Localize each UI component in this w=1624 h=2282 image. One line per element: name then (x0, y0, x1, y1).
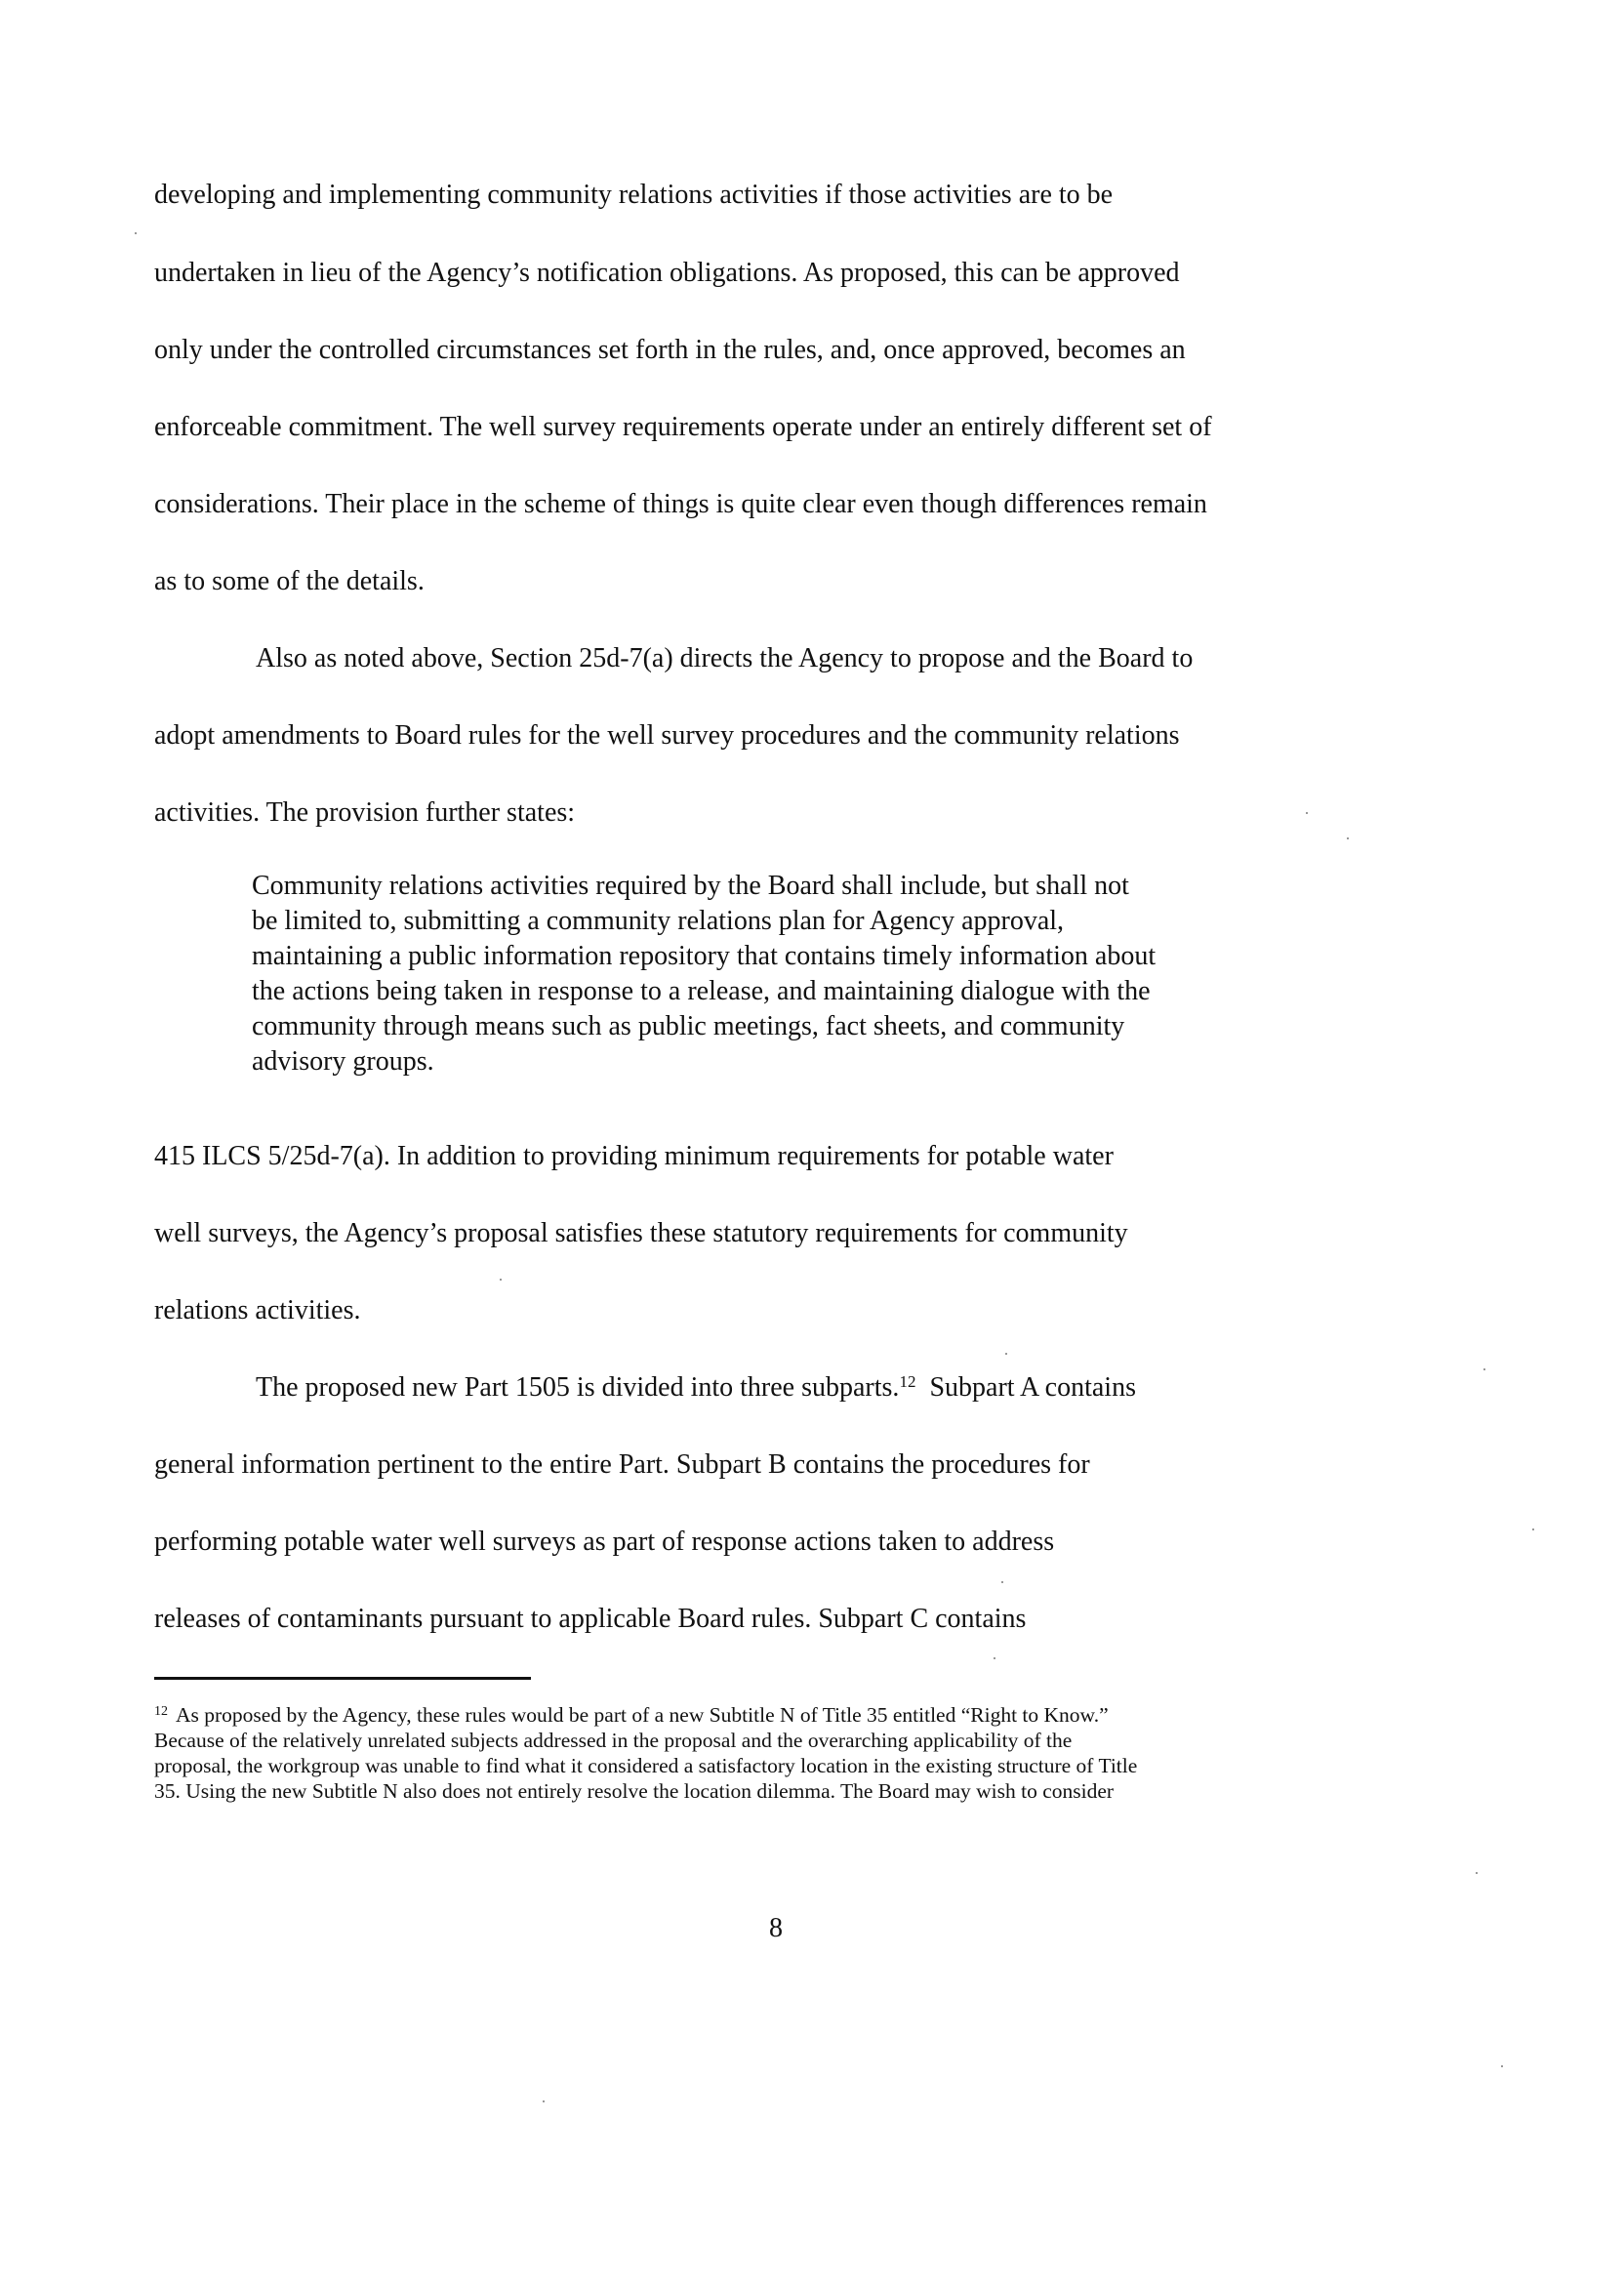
quote-line: community through means such as public meetings, fact sheets, and community (252, 1011, 1125, 1041)
block-quote (252, 869, 1384, 1080)
scan-speck (1476, 1872, 1478, 1874)
scan-speck (500, 1279, 502, 1281)
quote-line: Community relations activities required by the Board shall include, but shall not (252, 871, 1129, 901)
footnote-line: proposal, the workgroup was unable to find what it considered a satisfactory location in the existing structure of Title (154, 1754, 1138, 1777)
body-line (256, 1372, 1136, 1404)
body-line: as to some of the details. (154, 566, 425, 596)
body-line: enforceable commitment. The well survey requirements operate under an entirely different set of (154, 412, 1212, 442)
quote-line: the actions being taken in response to a release, and maintaining dialogue with the (252, 976, 1151, 1006)
footnote-text: As proposed by the Agency, these rules would be part of a new Subtitle N of Title 35 entitled “Right to Know.” (176, 1703, 1109, 1727)
scan-speck (1347, 837, 1349, 839)
body-line: developing and implementing community relations activities if those activities are to be (154, 180, 1114, 210)
quote-line: maintaining a public information repository that contains timely information about (252, 941, 1157, 971)
footnote-line: Because of the relatively unrelated subjects addressed in the proposal and the overarching applicability of the (154, 1729, 1073, 1752)
scan-speck (135, 232, 137, 234)
scan-speck (1501, 2065, 1503, 2067)
scan-speck (1005, 1353, 1007, 1355)
footnote-line (154, 1702, 1423, 1728)
body-line: general information pertinent to the entire Part. Subpart B contains the procedures for (154, 1449, 1090, 1480)
page-number: 8 (769, 1913, 783, 1943)
footnote-reference[interactable]: 12 (899, 1372, 916, 1391)
scan-speck (1001, 1581, 1003, 1583)
body-line: performing potable water well surveys as part of response actions taken to address (154, 1527, 1055, 1557)
footnote-separator (154, 1677, 531, 1680)
body-line: relations activities. (154, 1295, 361, 1325)
body-line: considerations. Their place in the scheme of things is quite clear even though differences remain (154, 489, 1207, 519)
footnote (154, 1702, 1423, 1804)
sentence-text: The proposed new Part 1505 is divided into three subparts. (256, 1372, 900, 1403)
footnote-line: 35. Using the new Subtitle N also does not entirely resolve the location dilemma. The Board may wish to consider (154, 1779, 1115, 1803)
quote-line: advisory groups. (252, 1046, 434, 1077)
body-line: Also as noted above, Section 25d-7(a) directs the Agency to propose and the Board to (256, 643, 1194, 673)
footnote-number: 12 (154, 1704, 168, 1719)
scan-speck (543, 2100, 545, 2102)
body-line: only under the controlled circumstances set forth in the rules, and, once approved, becomes an (154, 335, 1186, 365)
scan-speck (1306, 812, 1308, 814)
body-line: adopt amendments to Board rules for the well survey procedures and the community relations (154, 720, 1180, 751)
body-line: well surveys, the Agency’s proposal satisfies these statutory requirements for community (154, 1218, 1128, 1248)
quote-line: be limited to, submitting a community relations plan for Agency approval, (252, 906, 1065, 936)
body-line: activities. The provision further states: (154, 797, 576, 828)
body-line: undertaken in lieu of the Agency’s notification obligations. As proposed, this can be approved (154, 258, 1180, 288)
scan-speck (994, 1657, 995, 1659)
body-line: 415 ILCS 5/25d-7(a). In addition to providing minimum requirements for potable water (154, 1141, 1114, 1171)
scan-speck (1532, 1528, 1534, 1530)
sentence-text: Subpart A contains (915, 1372, 1136, 1403)
body-line: releases of contaminants pursuant to applicable Board rules. Subpart C contains (154, 1604, 1027, 1634)
scan-speck (1483, 1368, 1485, 1370)
